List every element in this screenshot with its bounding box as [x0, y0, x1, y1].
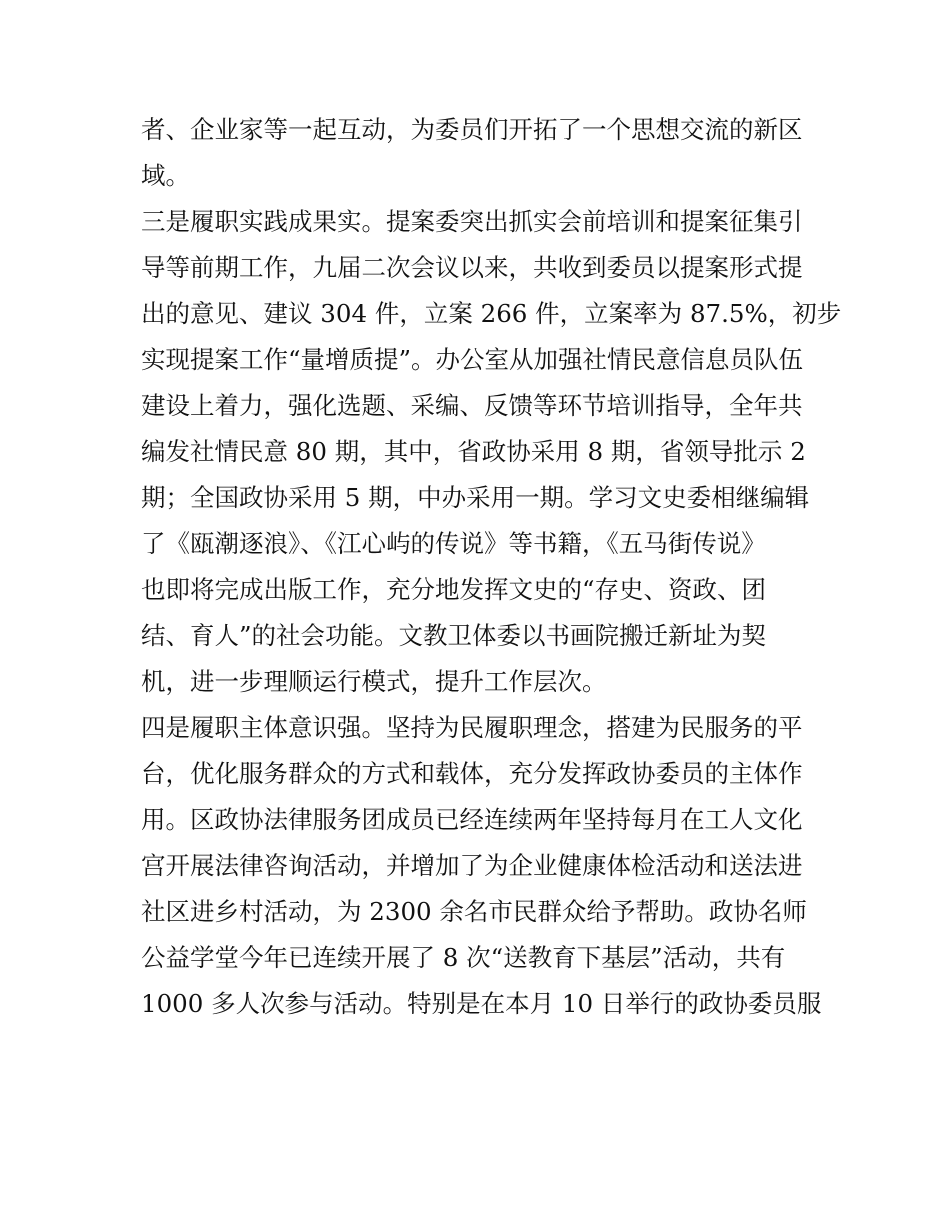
- text-line: 实现提案工作“量增质提”。办公室从加强社情民意信息员队伍: [141, 345, 804, 374]
- text-line: 期；全国政协采用 5 期，中办采用一期。学习文史委相继编辑: [141, 483, 810, 512]
- text-line: 公益学堂今年已连续开展了 8 次“送教育下基层”活动，共有: [141, 943, 786, 972]
- text-line: 1000 多人次参与活动。特别是在本月 10 日举行的政协委员服: [141, 989, 822, 1018]
- text-line: 三是履职实践成果实。提案委突出抓实会前培训和提案征集引: [141, 207, 803, 236]
- text-line: 建设上着力，强化选题、采编、反馈等环节培训指导，全年共: [141, 391, 803, 420]
- text-line: 域。: [141, 161, 190, 190]
- text-line: 出的意见、建议 304 件，立案 266 件，立案率为 87.5%，初步: [141, 299, 842, 328]
- body-text: [141, 107, 842, 1027]
- text-line: 编发社情民意 80 期，其中，省政协采用 8 期，省领导批示 2: [141, 437, 806, 466]
- text-line: 了《瓯潮逐浪》、《江心屿的传说》等书籍，《五马街传说》: [141, 529, 766, 558]
- text-line: 宫开展法律咨询活动，并增加了为企业健康体检活动和送法进: [141, 851, 803, 880]
- text-line: 社区进乡村活动，为 2300 余名市民群众给予帮助。政协名师: [141, 897, 807, 926]
- text-line: 机，进一步理顺运行模式，提升工作层次。: [141, 667, 607, 696]
- text-line: 也即将完成出版工作，充分地发挥文史的“存史、资政、团: [141, 575, 767, 604]
- text-line: 四是履职主体意识强。坚持为民履职理念，搭建为民服务的平: [141, 713, 803, 742]
- text-line: 结、育人”的社会功能。文教卫体委以书画院搬迁新址为契: [141, 621, 767, 650]
- text-line: 台，优化服务群众的方式和载体，充分发挥政协委员的主体作: [141, 759, 803, 788]
- text-line: 导等前期工作，九届二次会议以来，共收到委员以提案形式提: [141, 253, 803, 282]
- text-line: 者、企业家等一起互动，为委员们开拓了一个思想交流的新区: [141, 115, 803, 144]
- text-line: 用。区政协法律服务团成员已经连续两年坚持每月在工人文化: [141, 805, 803, 834]
